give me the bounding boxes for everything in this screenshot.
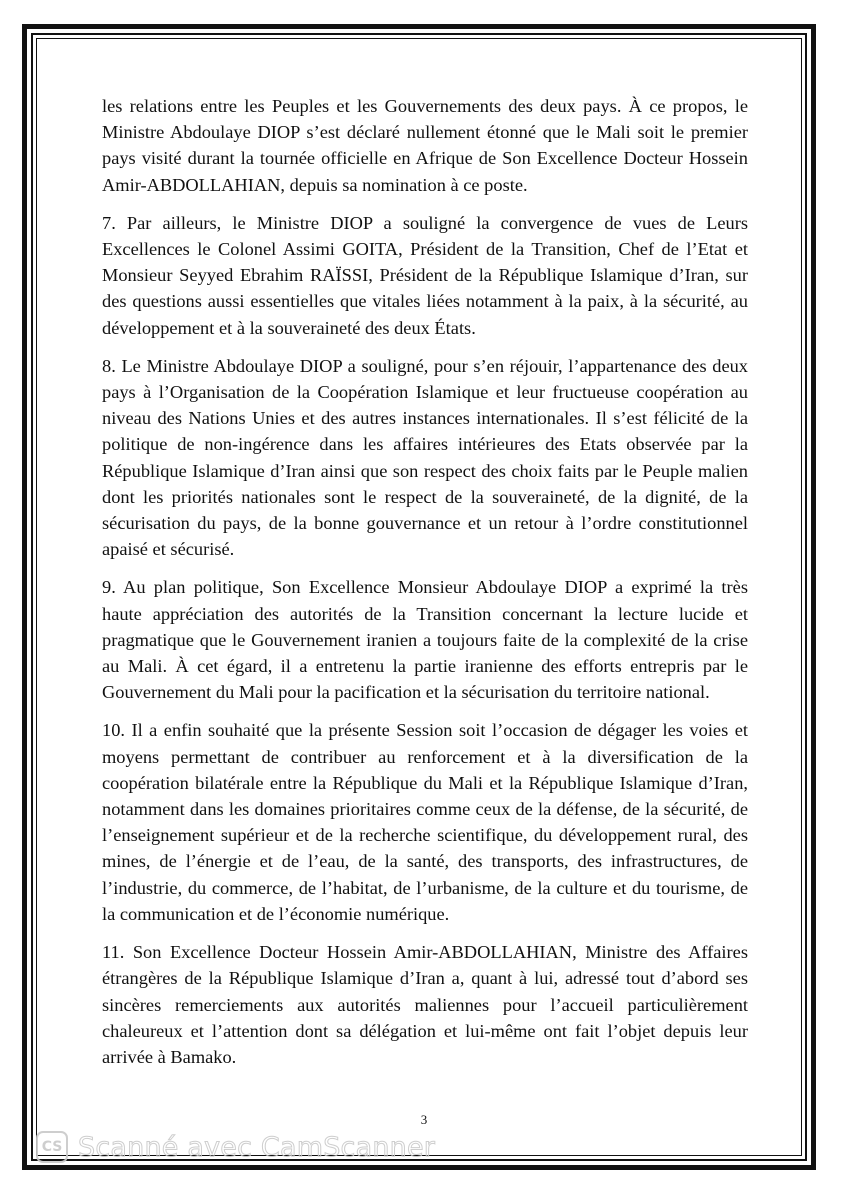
paragraph-7: 7. Par ailleurs, le Ministre DIOP a souligné la convergence de vues de Leurs Excellences le Colonel Assimi GOITA, Président de la Transition, Chef de l’Etat et Monsieur Seyyed Ebrahim RAÏSSI, Président de la République Islamique d’Iran, sur des questions aussi essentielles que vitales liées notamment à la paix, à la sécurité, au développement et à la souveraineté des deux États. [102,212,748,338]
paragraph-continuation: les relations entre les Peuples et les Gouvernements des deux pays. À ce propos, le Ministre Abdoulaye DIOP s’est déclaré nullement étonné que le Mali soit le premier pays visité durant la tournée officielle en Afrique de Son Excellence Docteur Hossein Amir-ABDOLLAHIAN, depuis sa nomination à ce poste. [102,96,748,195]
paragraph-8: 8. Le Ministre Abdoulaye DIOP a souligné, pour s’en réjouir, l’appartenance des deux pays à l’Organisation de la Coopération Islamique et leur fructueuse coopération au niveau des Nations Unies et des autres instances internationales. Il s’est félicité de la politique de non-ingérence dans les affaires intérieures des Etats observée par la République Islamique d’Iran ainsi que son respect des choix faits par le Peuple malien dont les priorités nationales sont le respect de la souveraineté, de la dignité, de la sécurisation du pays, de la bonne gouvernance et un retour à l’ordre constitutionnel apaisé et sécurisé. [102,355,748,560]
camscanner-watermark [36,1131,435,1163]
paragraph-11: 11. Son Excellence Docteur Hossein Amir-ABDOLLAHIAN, Ministre des Affaires étrangères de la République Islamique d’Iran a, quant à lui, adressé tout d’abord ses sincères remerciements aux autorités maliennes pour l’accueil particulièrement chaleureux et l’attention dont sa délégation et lui-même ont fait l’objet depuis leur arrivée à Bamako. [102,942,748,1067]
paragraph-10: 10. Il a enfin souhaité que la présente Session soit l’occasion de dégager les voies et moyens permettant de contribuer au renforcement et à la diversification de la coopération bilatérale entre la République du Mali et la République Islamique d’Iran, notamment dans les domaines prioritaires comme ceux de la défense, de la sécurité, de l’enseignement supérieur et de la recherche scientifique, du développement rural, des mines, de l’énergie et de l’eau, de la santé, des transports, des infrastructures, de l’industrie, du commerce, de l’habitat, de l’urbanisme, de la culture et du tourisme, de la communication et de l’économie numérique. [102,720,748,924]
watermark-text: Scanné avec CamScanner [78,1131,436,1163]
camscanner-logo-icon: CS [36,1131,68,1163]
paragraph-9: 9. Au plan politique, Son Excellence Monsieur Abdoulaye DIOP a exprimé la très haute appréciation des autorités de la Transition concernant la lecture lucide et pragmatique que le Gouvernement iranien a toujours faite de la complexité de la crise au Mali. À cet égard, il a entretenu la partie iranienne des efforts entrepris par le Gouvernement du Mali pour la pacification et la sécurisation du territoire national. [102,577,748,703]
document-body [102,93,748,1082]
page-number: 3 [420,1112,428,1127]
